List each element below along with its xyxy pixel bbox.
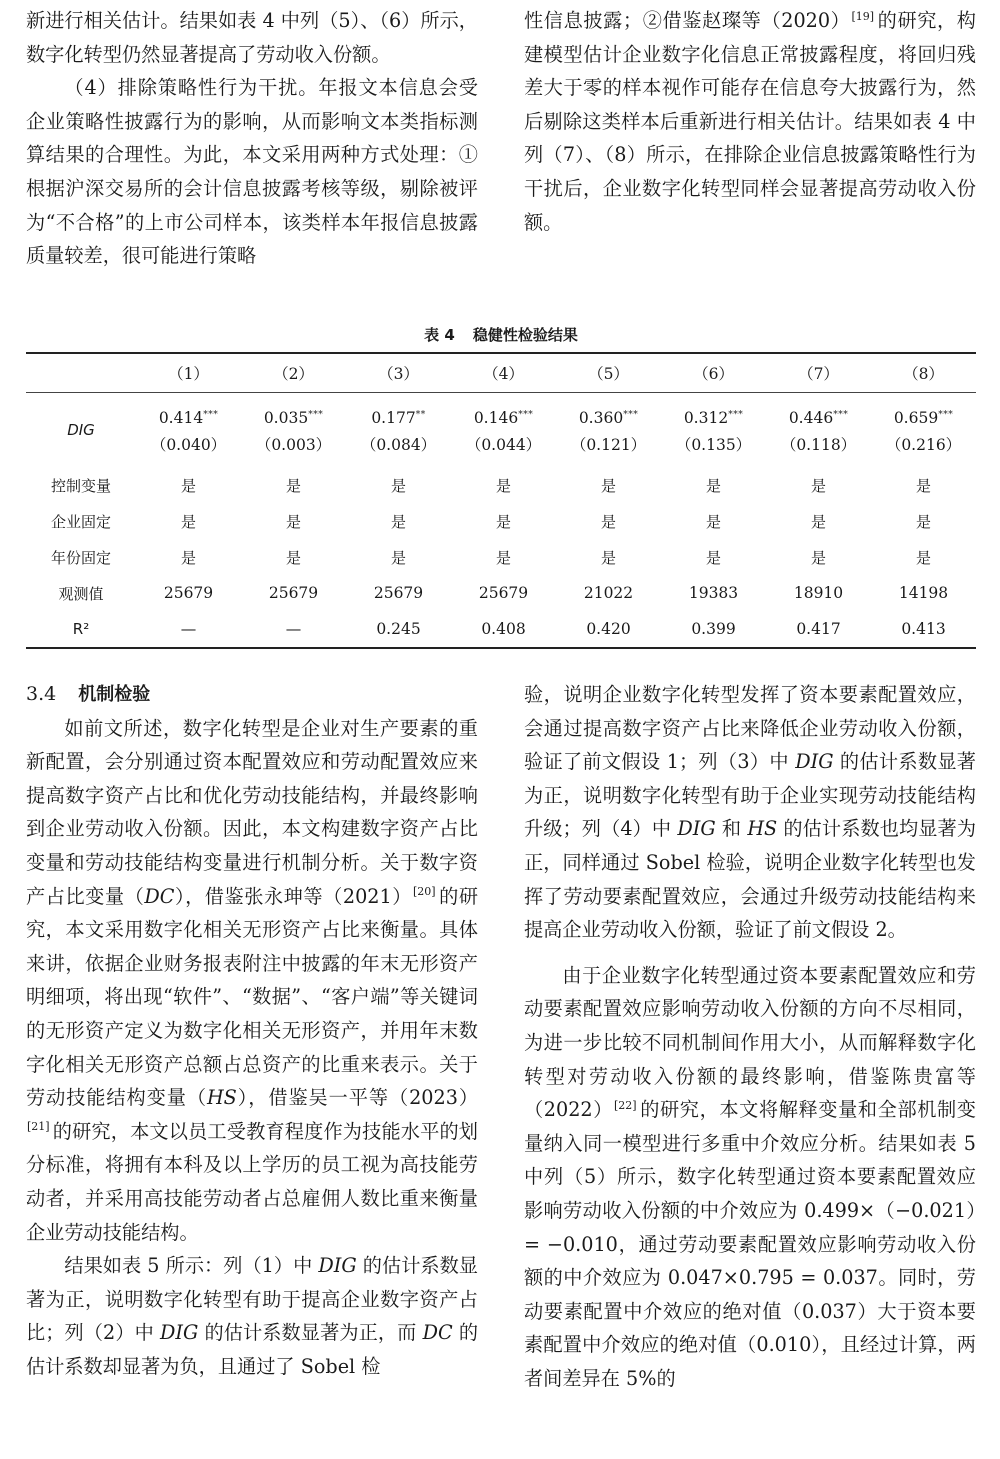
text-span: 的研究，构建模型估计企业数字化信息正常披露程度，将回归残差大于零的样本视作可能存在信息夸大披露行为，然后剔除这类样本后重新进行相关估计。结果如表 4 中列（7）、（8）所示，在排除企业信息披露策略性行为干扰后，企业数字化转型同样会显著提高劳动收入份额。 xyxy=(524,9,976,234)
coef-cell xyxy=(871,393,976,468)
variable-name: DIG xyxy=(795,750,834,774)
column-header: （6） xyxy=(661,353,766,393)
row-label: R² xyxy=(72,620,90,638)
citation: [21] xyxy=(27,1120,50,1134)
table-row-r2 xyxy=(26,611,976,648)
table-row-controls xyxy=(26,467,976,503)
coefficient: 0.414 xyxy=(158,409,204,428)
paragraph xyxy=(26,712,478,1250)
table-cell: — xyxy=(180,620,197,638)
table-cell: — xyxy=(285,620,302,638)
table-number: 表 4 xyxy=(424,326,455,344)
text-span: 性信息披露；②借鉴赵璨等（2020） xyxy=(524,9,851,32)
variable-name: DIG xyxy=(677,817,716,841)
standard-error: （0.040） xyxy=(150,435,227,454)
bottom-right-column xyxy=(524,678,976,1395)
top-left-column xyxy=(26,4,478,273)
coef-cell xyxy=(556,393,661,468)
paragraph xyxy=(524,4,976,239)
table-cell: 0.399 xyxy=(691,620,736,638)
column-header: （1） xyxy=(136,353,241,393)
table-cell: 是 xyxy=(600,548,616,567)
table-cell: 25679 xyxy=(268,584,319,602)
table-cell: 是 xyxy=(180,548,196,567)
table-cell: 是 xyxy=(705,476,721,495)
variable-name: HS xyxy=(747,817,778,841)
significance-stars: *** xyxy=(938,410,954,421)
column-header: （4） xyxy=(451,353,556,393)
coefficient: 0.312 xyxy=(683,409,729,428)
text-span: 的估计系数显著为正，说明数字化转型有助于提高企业数字资产占比；列（2）中 xyxy=(26,1254,478,1345)
text-span: ），借鉴吴一平等（2023） xyxy=(236,1086,479,1110)
table-row-observations xyxy=(26,575,976,611)
paragraph xyxy=(26,1249,478,1383)
results-table xyxy=(26,318,976,649)
citation: [20] xyxy=(412,885,436,899)
table-cell: 是 xyxy=(600,476,616,495)
table-cell: 是 xyxy=(810,476,826,495)
bottom-left-column xyxy=(26,678,478,1383)
table-cell: 25679 xyxy=(163,584,214,602)
paragraph xyxy=(524,959,976,1396)
column-header: （7） xyxy=(766,353,871,393)
table-cell: 是 xyxy=(390,548,406,567)
table-cell: 是 xyxy=(915,476,931,495)
significance-stars: *** xyxy=(728,410,744,421)
row-label: 企业固定 xyxy=(50,512,111,531)
coefficient: 0.659 xyxy=(893,409,939,428)
standard-error: （0.121） xyxy=(570,435,647,454)
standard-error: （0.216） xyxy=(885,435,962,454)
table-row-dig xyxy=(26,393,976,468)
text-span: 的估计系数显著为正，说明数字化转型有助于企业实现劳动技能结构升级；列（4）中 xyxy=(524,750,976,841)
table-cell: 是 xyxy=(495,512,511,531)
row-label: 年份固定 xyxy=(50,548,111,567)
coefficient: 0.360 xyxy=(578,409,624,428)
text-span: 的研究，本文将解释变量和全部机制变量纳入同一模型进行多重中介效应分析。结果如表 5 中列（5）所示，数字化转型通过资本要素配置效应影响劳动收入份额的中介效应为 0.499×（−0.021）= −0.010，通过劳动要素配置效应影响劳动收入份额的中介效应为 0.047×0.795 = 0.037。同时，劳动要素配置中介效应的绝对值（0.037）大于资本要素配置中介效应的绝对值（0.010），且经过计算，两者间差异在 5%的 xyxy=(524,1098,976,1390)
table-cell: 是 xyxy=(810,548,826,567)
table-cell: 0.413 xyxy=(901,620,946,638)
table-caption xyxy=(26,318,976,352)
table-cell: 是 xyxy=(180,476,196,495)
text-span: 如前文所述，数字化转型是企业对生产要素的重新配置，会分别通过资本配置效应和劳动配置效应来提高数字资产占比和优化劳动技能结构，并最终影响到企业劳动收入份额。因此，本文构建数字资产占比变量和劳动技能结构变量进行机制分析。关于数字资产占比变量（ xyxy=(26,716,478,908)
row-label: 控制变量 xyxy=(50,476,111,495)
table-cell: 是 xyxy=(810,512,826,531)
significance-stars: *** xyxy=(203,410,219,421)
top-right-column xyxy=(524,4,976,239)
table-cell: 0.245 xyxy=(376,620,421,638)
table-cell: 0.408 xyxy=(481,620,526,638)
paragraph: （4）排除策略性行为干扰。年报文本信息会受企业策略性披露行为的影响，从而影响文本类指标测算结果的合理性。为此，本文采用两种方式处理：①根据沪深交易所的会计信息披露考核等级，剔除被评为“不合格”的上市公司样本，该类样本年报信息披露质量较差，很可能进行策略 xyxy=(26,76,478,268)
table-header-row xyxy=(26,353,976,393)
standard-error: （0.135） xyxy=(675,435,752,454)
text-span: 和 xyxy=(715,817,748,841)
variable-name: DC xyxy=(422,1321,453,1345)
citation: [22] xyxy=(614,1098,637,1112)
table-cell: 是 xyxy=(285,512,301,531)
coef-cell xyxy=(661,393,766,468)
coefficient: 0.146 xyxy=(473,409,519,428)
coef-cell xyxy=(451,393,556,468)
table-cell: 是 xyxy=(390,512,406,531)
column-header: （5） xyxy=(556,353,661,393)
coefficient: 0.446 xyxy=(788,409,834,428)
section-title: 机制检验 xyxy=(78,684,151,705)
table-cell: 是 xyxy=(600,512,616,531)
paragraph xyxy=(524,678,976,947)
coefficient: 0.177 xyxy=(371,409,416,428)
table-cell: 21022 xyxy=(583,584,634,602)
variable-name: DIG xyxy=(160,1321,199,1345)
section-heading xyxy=(26,678,478,712)
text-span: 的研究，本文采用数字化相关无形资产占比来衡量。具体来讲，依据企业财务报表附注中披露的年末无形资产明细项，将出现“软件”、“数据”、“客户端”等关键词的无形资产定义为数字化相关无形资产，并用年末数字化相关无形资产总额占总资产的比重来表示。关于劳动技能结构变量（ xyxy=(26,884,479,1110)
table-cell: 18910 xyxy=(793,584,844,602)
significance-stars: *** xyxy=(518,410,534,421)
header-empty xyxy=(26,353,136,393)
text-span: 的估计系数也均显著为正，同样通过 Sobel 检验，说明企业数字化转型也发挥了劳动要素配置效应，会通过升级劳动技能结构来提高企业劳动收入份额，验证了前文假设 2。 xyxy=(524,817,977,942)
table-row-firm-fe xyxy=(26,503,976,539)
row-label: 观测值 xyxy=(58,584,104,603)
text-span: 验，说明企业数字化转型发挥了资本要素配置效应，会通过提高数字资产占比来降低企业劳动收入份额，验证了前文假设 1；列（3）中 xyxy=(524,683,976,774)
table-cell: 是 xyxy=(915,548,931,567)
significance-stars: *** xyxy=(308,410,324,421)
table-cell: 0.417 xyxy=(796,620,841,638)
coef-cell xyxy=(346,393,451,468)
table-cell: 是 xyxy=(915,512,931,531)
table-cell: 0.420 xyxy=(586,620,631,638)
column-header: （3） xyxy=(346,353,451,393)
table-cell: 25679 xyxy=(373,584,424,602)
text-span: 的估计系数显著为正，而 xyxy=(198,1321,423,1345)
row-label xyxy=(26,393,136,468)
standard-error: （0.084） xyxy=(360,435,437,454)
coef-cell xyxy=(241,393,346,468)
table-cell: 是 xyxy=(180,512,196,531)
citation: [19] xyxy=(851,9,875,23)
standard-error: （0.044） xyxy=(465,435,542,454)
table-cell: 是 xyxy=(285,476,301,495)
table xyxy=(26,352,976,649)
table-cell: 是 xyxy=(285,548,301,567)
variable-name: HS xyxy=(206,1086,237,1110)
column-header: （2） xyxy=(241,353,346,393)
text-span: 的研究，本文以员工受教育程度作为技能水平的划分标准，将拥有本科及以上学历的员工视为高技能劳动者，并采用高技能劳动者占总雇佣人数比重来衡量企业劳动技能结构。 xyxy=(26,1119,478,1244)
standard-error: （0.118） xyxy=(780,435,857,454)
significance-stars: *** xyxy=(623,410,639,421)
text-span: ），借鉴张永珅等（2021） xyxy=(174,884,412,908)
table-cell: 是 xyxy=(495,476,511,495)
table-cell: 是 xyxy=(705,548,721,567)
variable-name: DIG xyxy=(67,421,95,439)
text-span: 由于企业数字化转型通过资本要素配置效应和劳动要素配置效应影响劳动收入份额的方向不尽相同，为进一步比较不同机制间作用大小，从而解释数字化转型对劳动收入份额的最终影响，借鉴陈贵富等（2022） xyxy=(524,963,976,1122)
coef-cell xyxy=(766,393,871,468)
table-cell: 是 xyxy=(390,476,406,495)
table-cell: 是 xyxy=(495,548,511,567)
text-span: 的估计系数却显著为负，且通过了 Sobel 检 xyxy=(26,1321,479,1378)
table-cell: 19383 xyxy=(688,584,739,602)
column-header: （8） xyxy=(871,353,976,393)
table-cell: 25679 xyxy=(478,584,529,602)
paragraph: 新进行相关估计。结果如表 4 中列（5）、（6）所示，数字化转型仍然显著提高了劳动收入份额。 xyxy=(26,9,478,66)
section-number: 3.4 xyxy=(26,683,57,705)
table-cell: 14198 xyxy=(898,584,949,602)
significance-stars: ** xyxy=(415,410,426,421)
coef-cell xyxy=(136,393,241,468)
coefficient: 0.035 xyxy=(263,409,309,428)
variable-name: DIG xyxy=(318,1254,357,1278)
standard-error: （0.003） xyxy=(255,435,332,454)
table-title: 稳健性检验结果 xyxy=(472,326,578,344)
text-span: 结果如表 5 所示：列（1）中 xyxy=(64,1254,319,1278)
significance-stars: *** xyxy=(833,410,849,421)
table-cell: 是 xyxy=(705,512,721,531)
variable-name: DC xyxy=(144,884,175,908)
table-row-year-fe xyxy=(26,539,976,575)
